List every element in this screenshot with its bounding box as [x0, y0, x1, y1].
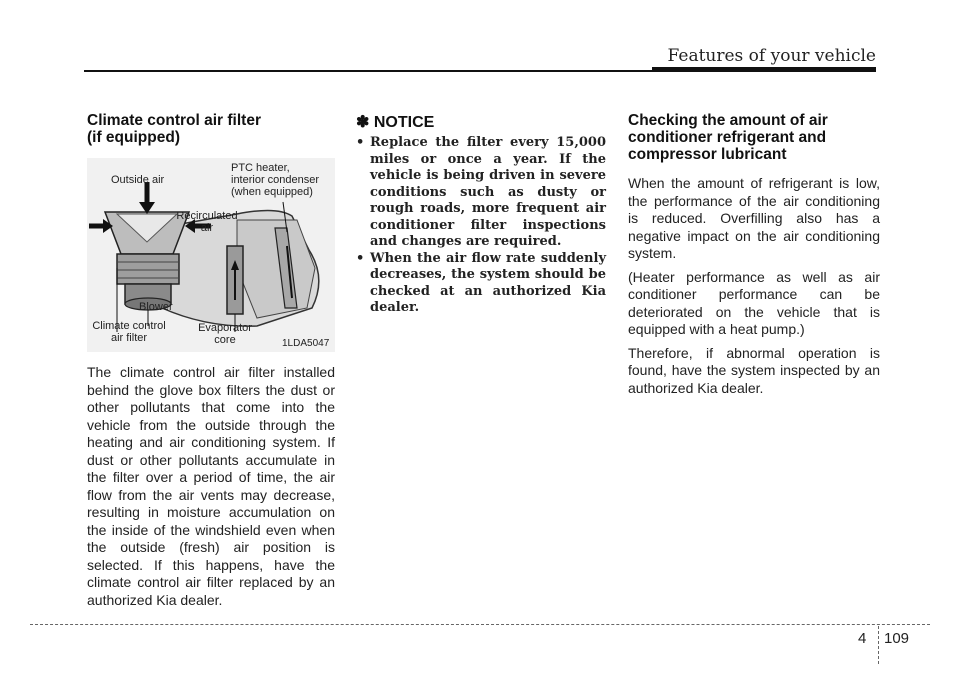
notice-item: • When the air flow rate suddenly decreases, the system should be checked at an authorized Kia dealer. [356, 250, 606, 315]
refrigerant-body [628, 175, 880, 397]
notice-list [356, 135, 606, 317]
air-filter-body: The climate control air filter installed behind the glove box filters the dust or other pollutants that come into the vehicle from the outside through the heating and air conditioning system. If dust or other pollutants accumulate in the filter over a period of time, the air flow from the air vents may decrease, resulting in moisture accumulation on the inside of the windshield even when the outside (fresh) air position is selected. If this happens, have the climate control air filter replaced by an authorized Kia dealer. [87, 364, 335, 608]
label-evaporator-core: Evaporator core [198, 322, 252, 346]
section-heading-refrigerant: Checking the amount of air conditioner refrigerant and compressor lubricant [628, 112, 828, 163]
bullet-icon: • [356, 250, 365, 266]
label-air-filter: Climate control air filter [92, 320, 166, 344]
section-heading-air-filter: Climate control air filter (if equipped) [87, 112, 261, 146]
notice-heading [356, 112, 606, 132]
left-column [87, 112, 335, 609]
label-outside-air: Outside air [111, 174, 165, 186]
footer-separator [878, 626, 879, 664]
running-header: Features of your vehicle [667, 46, 876, 66]
label-recirculated-air: Recirculated air [176, 210, 238, 234]
paragraph: Therefore, if abnormal operation is found, have the system inspected by an authorized Kia dealer. [628, 344, 880, 396]
paragraph: (Heater performance as well as air conditioner performance can be deteriorated on the vehicle that is equipped with a heat pump.) [628, 268, 880, 337]
figure-code: 1LDA5047 [282, 338, 330, 349]
header-rule [84, 70, 652, 72]
hvac-diagram [87, 158, 335, 352]
chapter-number: 4 [858, 630, 867, 647]
notice-item: • Replace the filter every 15,000 miles or once a year. If the vehicle is being driven in severe conditions such as dusty or rough roads, more frequent air conditioner filter inspections and changes are required. [356, 135, 606, 249]
footer-rule [30, 624, 930, 625]
header-rule-accent [652, 67, 876, 72]
notice-title: NOTICE [373, 114, 435, 131]
label-blower: Blower [139, 301, 173, 313]
label-ptc-heater: PTC heater, interior condenser (when equipped) [231, 162, 320, 198]
right-column [628, 112, 880, 403]
notice-star-icon: ✽ [356, 114, 370, 131]
paragraph: When the amount of refrigerant is low, the performance of the air conditioning is reduced. Overfilling also has a negative impact on the air conditioning system. [628, 175, 880, 261]
notice-column [356, 112, 606, 317]
bullet-icon: • [356, 135, 365, 150]
page-number: 109 [884, 630, 910, 647]
